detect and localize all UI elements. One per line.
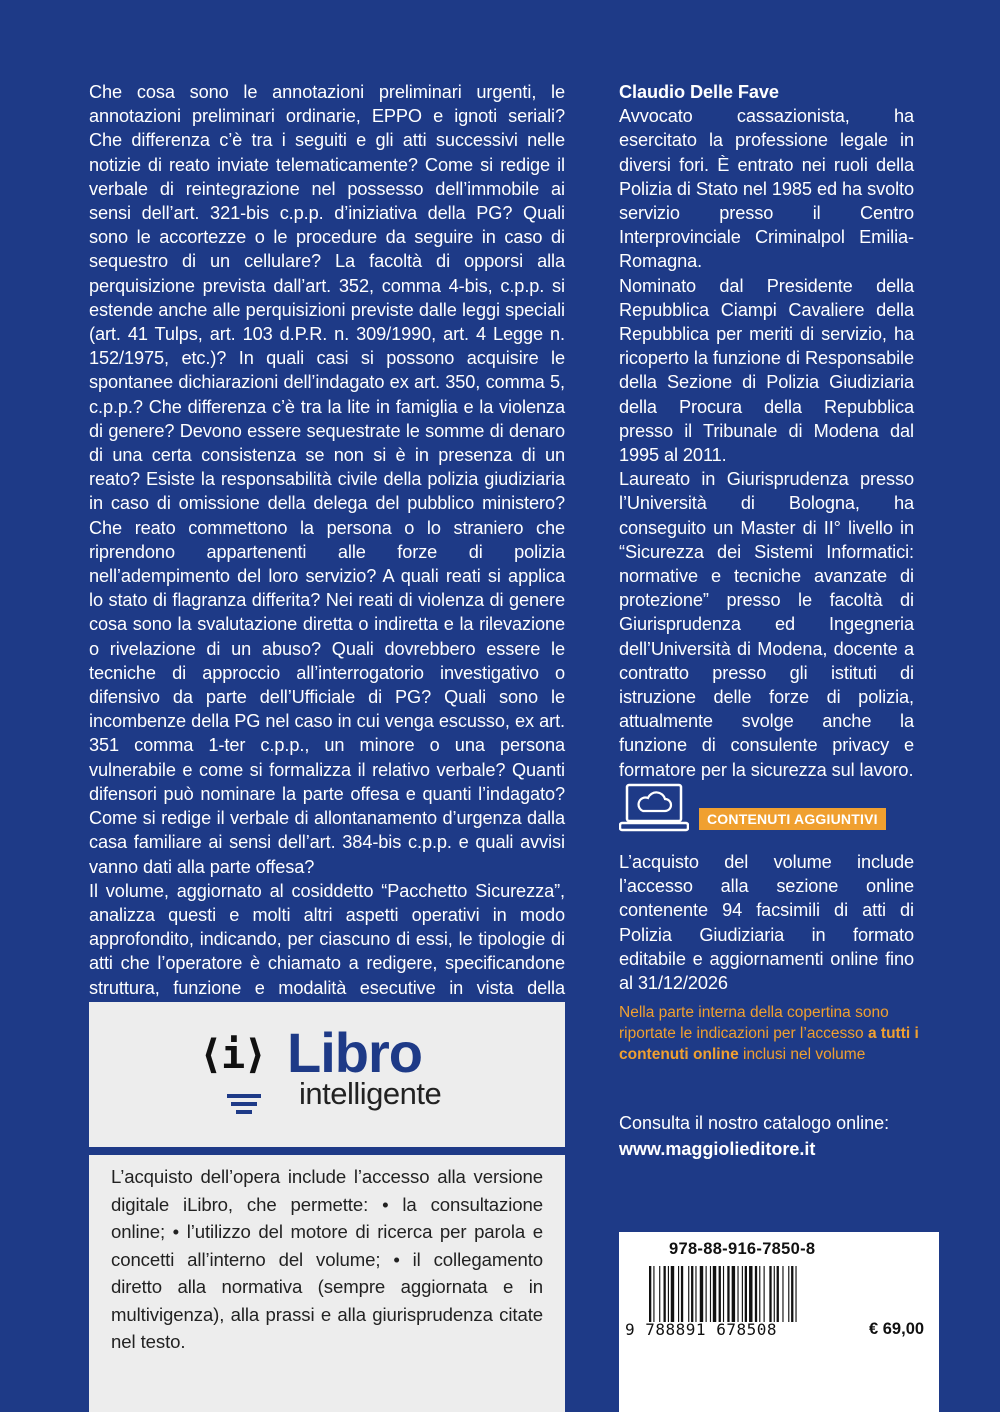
isbn-number: 978-88-916-7850-8 (669, 1240, 816, 1258)
author-paragraph: Avvocato cassazionista, ha esercitato la professione legale in diversi fori. È entrato nei ruoli della Polizia di Stato nel 1985 ed ha svolto servizio presso il Centro Interprovinciale Criminalpol Emilia-Romagna. (619, 106, 914, 272)
barcode-bar (678, 1266, 679, 1322)
barcode-bar (713, 1266, 716, 1322)
access-note-bold: a tutti i contenuti online (619, 1024, 919, 1063)
barcode-bar (742, 1266, 743, 1322)
price-label: € 69,00 (869, 1320, 925, 1338)
barcode-bar (723, 1266, 724, 1322)
barcode-bar (695, 1266, 696, 1322)
bulb-base-icon (227, 1090, 261, 1124)
barcode-bar (671, 1266, 674, 1322)
barcode-bar (755, 1266, 757, 1322)
barcode-panel (619, 1232, 939, 1412)
extra-content-paragraph: L’acquisto del volume include l’accesso alla sezione online contenente 94 facsimili di atti di Polizia Giudiziaria in formato editabile e aggiornamenti online fino al 31/12/2026 (619, 852, 914, 994)
barcode-bar (795, 1266, 796, 1322)
barcode-bar (759, 1266, 760, 1322)
extra-content-badge: CONTENUTI AGGIUNTIVI (699, 808, 886, 830)
author-name: Claudio Delle Fave (619, 82, 779, 102)
ilibro-word: Libro (287, 1021, 422, 1084)
ilibro-description: L’acquisto dell’opera include l’accesso alla versione digitale iLibro, che permette: • la consultazione online; • l’utilizzo del motore di ricerca per parola e concetti all’interno del volume; • il collegamento diretto alla normativa (sempre aggiornata e in multivigenza), alla prassi e alla giurisprudenza citate nel testo. (111, 1166, 543, 1352)
ilibro-subtitle: intelligente (299, 1076, 442, 1111)
barcode-bar (664, 1266, 666, 1322)
barcode-bar (719, 1266, 721, 1322)
barcode-bar (700, 1266, 703, 1322)
barcode-bar (710, 1266, 711, 1322)
barcode-bar (732, 1266, 735, 1322)
barcode-bar (706, 1266, 707, 1322)
barcode-bar (727, 1266, 729, 1322)
barcode-bar (659, 1266, 660, 1322)
barcode-digits: 9 788891 678508 (625, 1320, 777, 1339)
barcode-bar (691, 1266, 693, 1322)
barcode-bar (688, 1266, 689, 1322)
ilibro-logo (199, 1021, 469, 1144)
catalog-url-link[interactable]: www.maggiolieditore.it (619, 1139, 816, 1159)
barcode-bar (782, 1266, 783, 1322)
author-paragraph: Nominato dal Presidente della Repubblica Ciampi Cavaliere della Repubblica per meriti di servizio, ha ricoperto la funzione di Responsabile della Sezione di Polizia Giudiziaria della Procura della Repubblica presso il Tribunale di Modena dal 1995 al 2011. (619, 275, 914, 466)
book-description (89, 80, 565, 1024)
barcode-bar (791, 1266, 793, 1322)
extra-content-text (619, 850, 914, 995)
ilibro-lower-panel (89, 1155, 565, 1412)
barcode-bar (777, 1266, 779, 1322)
laptop-cloud-icon (619, 782, 689, 834)
ilibro-bracket-mark: ⟨i⟩ (199, 1032, 266, 1078)
barcode-bar (769, 1266, 771, 1322)
access-note-text: Nella parte interna della copertina sono riportate le indicazioni per l’accesso (619, 1004, 889, 1042)
barcode-bar (749, 1266, 752, 1322)
author-bio (619, 80, 914, 782)
author-paragraph: Laureato in Giurisprudenza presso l’Università di Bologna, ha conseguito un Master di II° livello in “Sicurezza dei Sistemi Informatici: normative e tecniche avanzate di protezione” presso le facoltà di Giurisprudenza ed Ingegneria dell’Università di Modena, docente a contratto presso gli istituti di istruzione delle forze di polizia, attualmente svolge anche la funzione di consulente privacy e formatore per la sicurezza sul lavoro. (619, 469, 914, 780)
barcode-bar (737, 1266, 738, 1322)
barcode-bar (745, 1266, 747, 1322)
description-paragraph: Il volume, aggiornato al cosiddetto “Pacchetto Sicurezza”, analizza questi e molti altri aspetti operativi in modo approfondito, indicando, per ciascuno di essi, le tipologie di atti che l’operatore è chiamato a redigere, specificandone struttura, funzione e modalità esecutive in vista della (89, 880, 565, 998)
description-paragraph: Che cosa sono le annotazioni preliminari urgenti, le annotazioni preliminari ordinarie, EPPO e ignoti seriali? Che differenza c’è tra i seguiti e gli atti successivi nelle notizie di reato inviate telematicamente? Come si redige il verbale di reintegrazione nel possesso dell’immobile ai sensi dell’art. 321-bis c.p.p. d’iniziativa della PG? Quali sono le accortezze o le procedure da seguire in caso di sequestro di un cellulare? La facoltà di opporsi alla perquisizione prevista dall’art. 352, comma 4-bis, c.p.p. si estende anche alle perquisizioni previste dalle leggi speciali (art. 41 Tulps, art. 103 d.P.R. n. 309/1990, art. 4 Legge n. 152/1975, etc.)? In quali casi si possono acquisire le spontanee dichiarazioni dell’indagato ex art. 350, comma 5, c.p.p.? Che differenza c’è tra la lite in famiglia e la violenza di genere? Devono essere sequestrate le somme di denaro di una certa consistenza se non si è in presenza di un reato? Esiste la responsabilità civile della polizia giudiziaria in caso di omissione della delega del pubblico ministero? Che reato commettono la persona o lo straniero che riprendono appartenenti alle forze di polizia nell’adempimento del loro servizio? A quali reati si applica lo stato di flagranza differita? Nei reati di violenza di genere cosa sono la svalutazione diretta o indiretta e la rilevazione o rivelazione di un abuso? Quali dovrebbero essere le tecniche di approccio all’interrogatorio investigativo o difensivo da parte dell’Ufficiale di PG? Quali sono le incombenze della PG nel caso in cui venga escusso, ex art. 351 comma 1-ter c.p.p., un minore o una persona vulnerabile e come si formalizza il relativo verbale? Quanti difensori può nominare la parte offesa e quanti l’indagato? Come si redige il verbale di allontanamento d’urgenza dalla casa familiare ai sensi dell’art. 384-bis c.p.p. e quali avvisi vanno dati alla parte offesa? (89, 82, 565, 877)
barcode-bar (653, 1266, 654, 1322)
access-note (619, 1003, 919, 1065)
catalog-label: Consulta il nostro catalogo online: (619, 1113, 890, 1133)
barcode-bar (681, 1266, 683, 1322)
barcode-bar (668, 1266, 669, 1322)
barcode-bar (788, 1266, 789, 1322)
ilibro-divider (89, 1147, 565, 1155)
barcode-bar (649, 1266, 651, 1322)
access-note-text-end: inclusi nel volume (738, 1045, 866, 1063)
barcode-bar (764, 1266, 765, 1322)
barcode-bar (774, 1266, 775, 1322)
catalog-block (619, 1110, 919, 1162)
extra-content-header (619, 782, 919, 834)
